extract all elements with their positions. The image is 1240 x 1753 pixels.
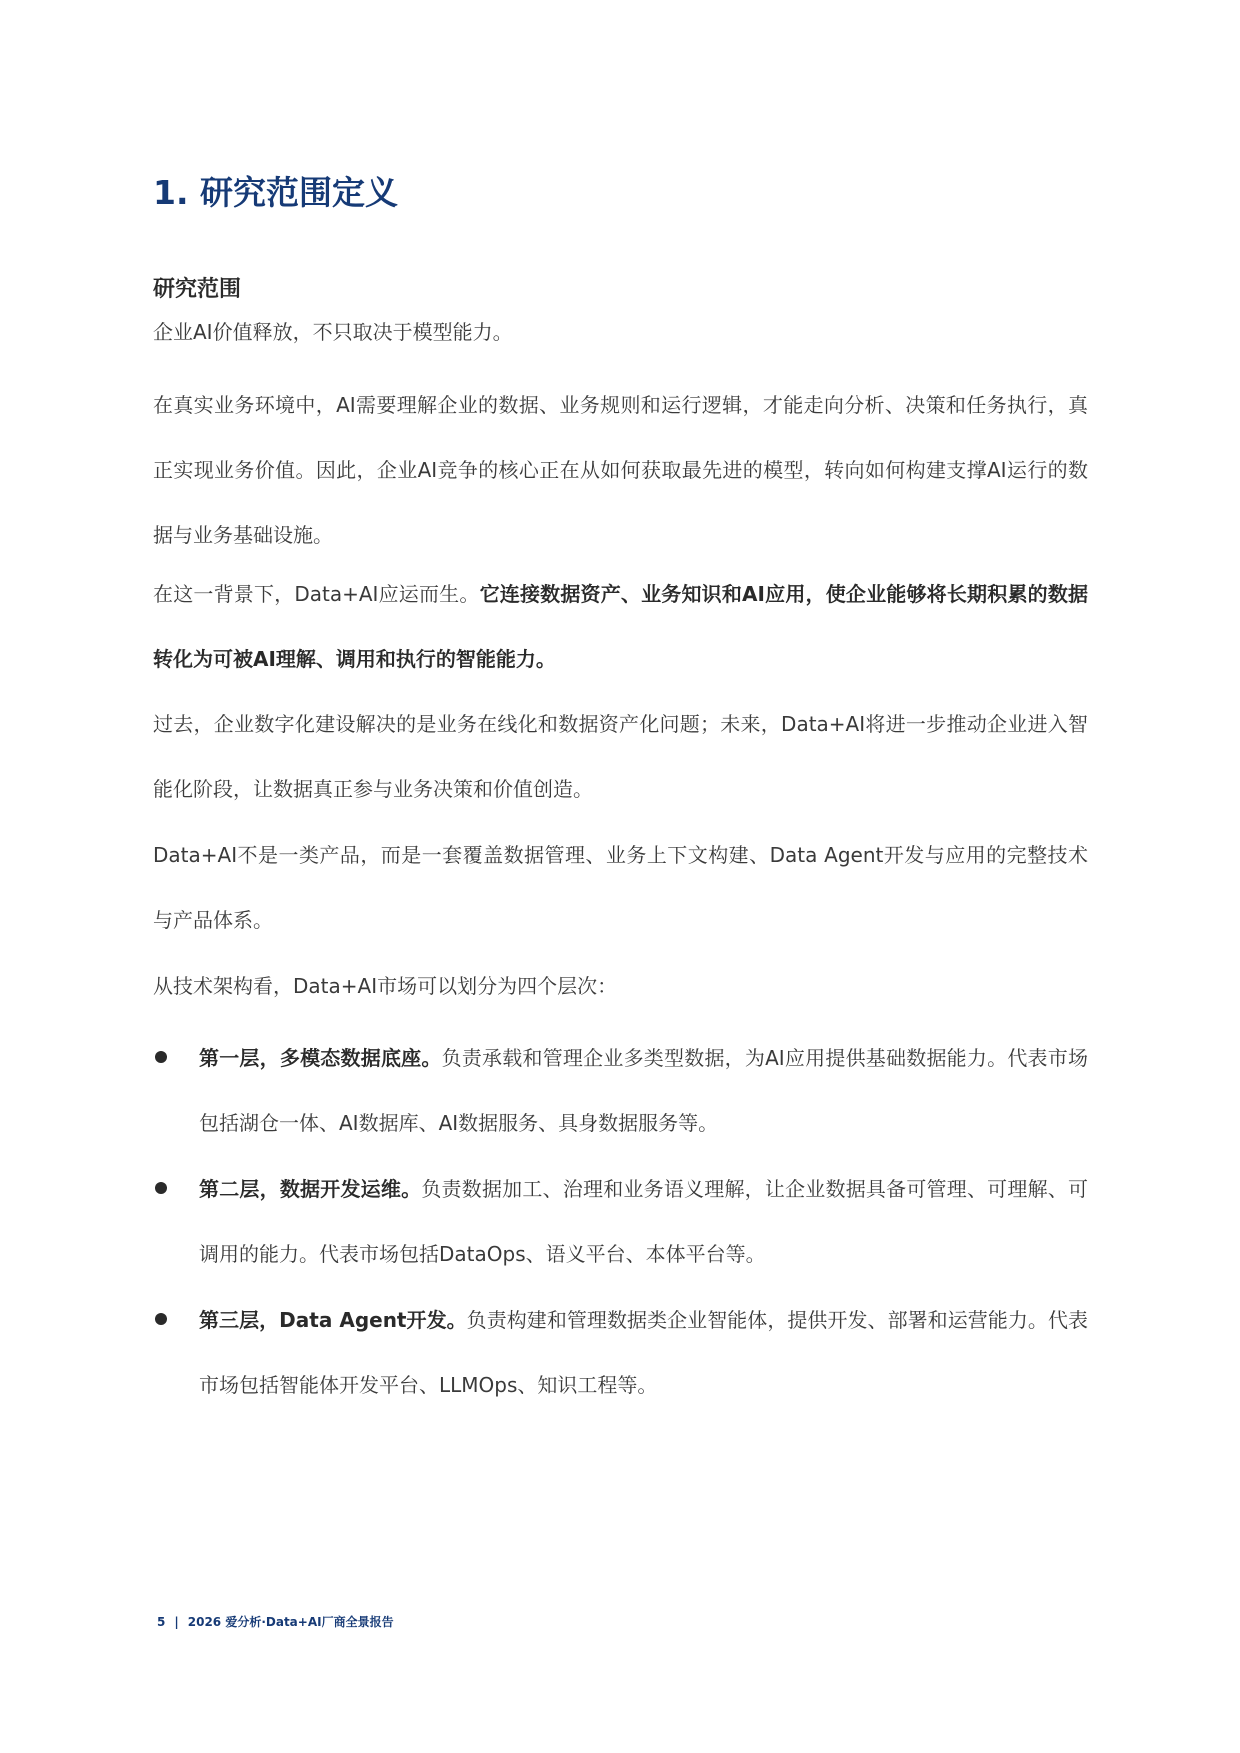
layer-1-description: 负责承载和管理企业多类型数据，为AI应用提供基础数据能力。代表市场包括湖仓一体、AI数据库、AI数据服务、具身数据服务等。	[199, 1046, 1088, 1135]
layer-2-description: 负责数据加工、治理和业务语义理解，让企业数据具备可管理、可理解、可调用的能力。代表市场包括DataOps、语义平台、本体平台等。	[199, 1177, 1089, 1266]
paragraph-data-ai-origin-bold: 它连接数据资产、业务知识和AI应用，使企业能够将长期积累的数据转化为可被AI理解、调用和执行的智能能力。	[153, 582, 1089, 671]
page-footer	[157, 1612, 394, 1632]
layer-3-text	[199, 1288, 1088, 1418]
bullet-dot-icon	[155, 1051, 167, 1063]
layer-2-title: 第二层，数据开发运维。	[199, 1177, 422, 1201]
paragraph-past-future: 过去，企业数字化建设解决的是业务在线化和数据资产化问题；未来，Data+AI将进一步推动企业进入智能化阶段，让数据真正参与业务决策和价值创造。	[153, 712, 1088, 801]
bullet-dot-icon	[155, 1182, 167, 1194]
layer-1-text	[199, 1026, 1088, 1156]
paragraph-data-ai-system: Data+AI不是一类产品，而是一套覆盖数据管理、业务上下文构建、Data Agent开发与应用的完整技术与产品体系。	[153, 843, 1088, 932]
paragraph-intro: 企业AI价值释放，不只取决于模型能力。	[153, 320, 513, 344]
page-number: 5	[157, 1615, 166, 1629]
footer-separator: |	[174, 1615, 179, 1629]
layer-3-description: 负责构建和管理数据类企业智能体，提供开发、部署和运营能力。代表市场包括智能体开发平台、LLMOps、知识工程等。	[199, 1308, 1088, 1397]
layer-2-text	[199, 1157, 1088, 1287]
section-title: 1. 研究范围定义	[153, 173, 398, 212]
subsection-title: 研究范围	[153, 277, 242, 302]
paragraph-data-ai-origin	[153, 562, 1088, 692]
layer-1-title: 第一层，多模态数据底座。	[199, 1046, 442, 1070]
paragraph-data-ai-origin-normal: 在这一背景下，Data+AI应运而生。	[153, 582, 480, 606]
layer-3-title: 第三层，Data Agent开发。	[199, 1308, 467, 1332]
bullet-dot-icon	[155, 1313, 167, 1325]
report-title: 2026 爱分析·Data+AI厂商全景报告	[187, 1615, 394, 1629]
paragraph-business-environment: 在真实业务环境中，AI需要理解企业的数据、业务规则和运行逻辑，才能走向分析、决策和任务执行，真正实现业务价值。因此，企业AI竞争的核心正在从如何获取最先进的模型，转向如何构建支撑AI运行的数据与业务基础设施。	[153, 393, 1088, 547]
paragraph-architecture-intro: 从技术架构看，Data+AI市场可以划分为四个层次：	[153, 974, 618, 998]
